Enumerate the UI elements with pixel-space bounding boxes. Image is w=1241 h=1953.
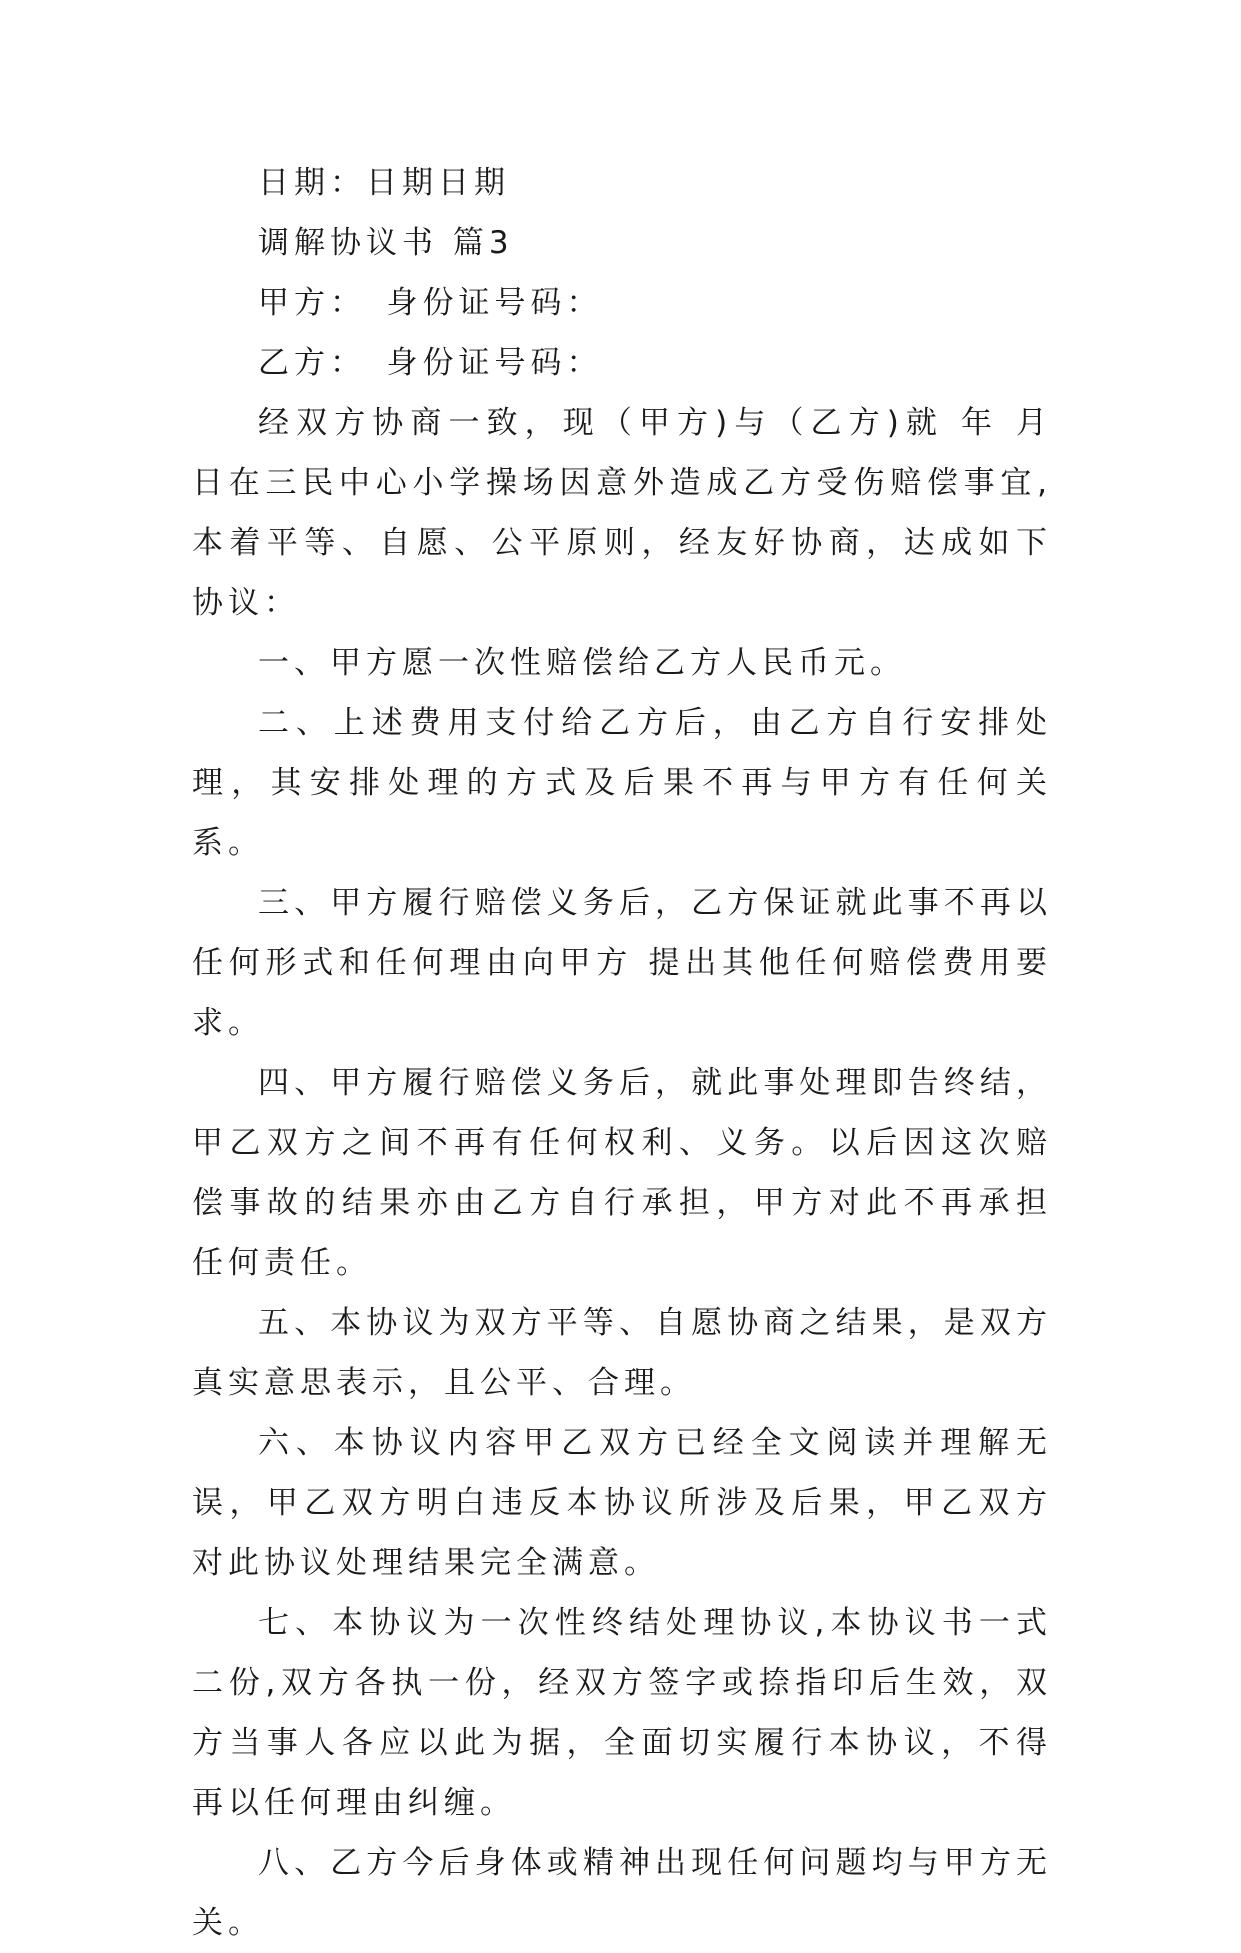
preamble-paragraph: 经双方协商一致，现（甲方)与（乙方)就 年 月 日在三民中心小学操场因意外造成乙方受伤赔偿事宜,本着平等、自愿、公平原则，经友好协商，达成如下协议： <box>192 405 1067 621</box>
party-a-line: 甲方： 身份证号码： <box>258 285 603 321</box>
clause-6: 六、本协议内容甲乙双方已经全文阅读并理解无误，甲乙双方明白违反本协议所涉及后果，甲乙双方对此协议处理结果完全满意。 <box>192 1425 1052 1581</box>
date-line: 日期：日期日期 <box>258 165 510 201</box>
clause-7: 七、本协议为一次性终结处理协议,本协议书一式二份,双方各执一份，经双方签字或捺指印后生效，双方当事人各应以此为据，全面切实履行本协议，不得再以任何理由纠缠。 <box>192 1605 1052 1821</box>
clause-5: 五、本协议为双方平等、自愿协商之结果，是双方真实意思表示，且公平、合理。 <box>192 1305 1052 1401</box>
clause-3: 三、甲方履行赔偿义务后，乙方保证就此事不再以任何形式和任何理由向甲方 提出其他任何赔偿费用要求。 <box>192 885 1052 1041</box>
clause-4: 四、甲方履行赔偿义务后，就此事处理即告终结，甲乙双方之间不再有任何权利、义务。以后因这次赔偿事故的结果亦由乙方自行承担，甲方对此不再承担任何责任。 <box>192 1065 1052 1281</box>
document-body <box>192 153 1067 1953</box>
clause-1: 一、甲方愿一次性赔偿给乙方人民币元。 <box>258 645 906 681</box>
clause-2: 二、上述费用支付给乙方后，由乙方自行安排处理，其安排处理的方式及后果不再与甲方有任何关系。 <box>192 705 1052 861</box>
section-heading: 调解协议书 篇3 <box>258 225 514 261</box>
clause-8: 八、乙方今后身体或精神出现任何问题均与甲方无关。 <box>192 1845 1052 1941</box>
party-b-line: 乙方： 身份证号码： <box>258 345 603 381</box>
